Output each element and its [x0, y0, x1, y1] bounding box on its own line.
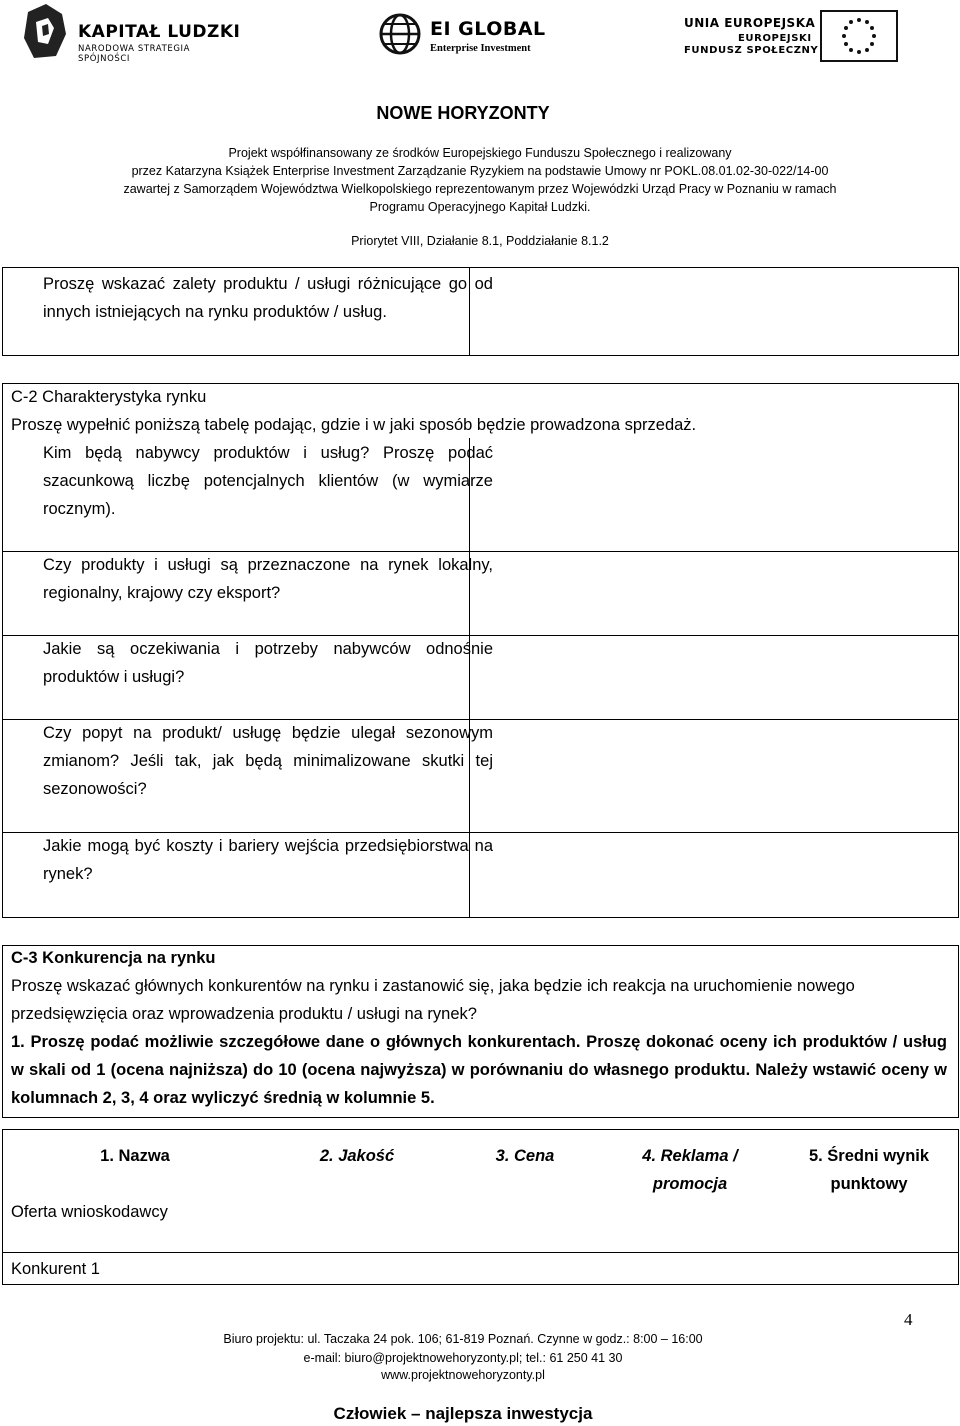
col-header-price: 3. Cena [495, 1147, 555, 1165]
row-label-applicant: Oferta wnioskodawcy [11, 1203, 168, 1221]
c2-question-5 [11, 832, 493, 888]
c2-title: C-2 Charakterystyka rynku [11, 388, 207, 406]
header-line-3: zawartej z Samorządem Województwa Wielkopolskiego reprezentowanym przez Wojewódzki Urząd Pracy w Poznaniu w ramach [123, 182, 837, 196]
header-line-2: przez Katarzyna Książek Enterprise Investment Zarządzanie Ryzykiem na podstawie Umowy nr POKL.08.01.02-30-022/14-00 [131, 164, 829, 178]
section-top-question [11, 270, 493, 326]
eu-flag-icon [820, 10, 898, 62]
c3-intro: Proszę wskazać głównych konkurentów na rynku i zastanowić się, jaka będzie ich reakcja na uruchomienie nowego przedsięwzięcia oraz wprowadzenia produktu / usługi na rynek? [11, 977, 855, 1023]
header-line-1: Projekt współfinansowany ze środków Europejskiego Funduszu Społecznego i realizowany [228, 146, 732, 160]
col-header-quality: 2. Jakość [319, 1147, 395, 1165]
c2-q5-text: Jakie mogą być koszty i bariery wejścia przedsiębiorstwa na rynek? [43, 837, 493, 883]
page-number: 4 [904, 1310, 913, 1329]
section-top-num [11, 270, 43, 298]
footer-line-3: www.projektnowehoryzonty.pl [381, 1368, 545, 1382]
logo-unia-europejska [684, 14, 944, 64]
eu-line1: UNIA EUROPEJSKA [684, 16, 816, 30]
header-line-4: Programu Operacyjnego Kapitał Ludzki. [369, 200, 591, 214]
c3-instruction: 1. Proszę podać możliwie szczegółowe dane o głównych konkurentach. Proszę dokonać oceny ich produktów / usług w skali od 1 (ocena najniższa) do 10 (ocena najwyższa) w porównaniu do własnego produktu. Należy wstawić oceny w kolumnach 2, 3, 4 oraz wyliczyć średnią w kolumnie 5. [11, 1033, 947, 1107]
eu-line3: FUNDUSZ SPOŁECZNY [684, 45, 819, 56]
logo-ei-global [378, 10, 558, 60]
globe-icon [378, 12, 422, 56]
eu-line2: EUROPEJSKI [738, 33, 812, 44]
kapital-ludzki-subtitle: NARODOWA STRATEGIA SPÓJNOŚCI [78, 44, 191, 64]
kapital-ludzki-title: KAPITAŁ LUDZKI [78, 22, 241, 42]
col-header-name: 1. Nazwa [100, 1147, 170, 1165]
c2-q4-num [11, 719, 43, 747]
logo-kapital-ludzki [22, 4, 242, 64]
footer-line-2: e-mail: biuro@projektnowehoryzonty.pl; tel.: 61 250 41 30 [303, 1351, 623, 1365]
c2-question-4 [11, 719, 493, 803]
c2-q3-num [11, 635, 43, 663]
c2-question-1 [11, 439, 493, 523]
table-row-line-1 [2, 1252, 959, 1253]
c2-question-2 [11, 551, 493, 607]
ei-global-title: EI GLOBAL [430, 18, 546, 40]
c2-q4-text: Czy popyt na produkt/ usługę będzie ulegał sezonowym zmianom? Jeśli tak, jak będą minimalizowane skutki tej sezonowości? [43, 724, 493, 798]
c2-q1-num [11, 439, 43, 467]
footer-slogan: Człowiek – najlepsza inwestycja [333, 1404, 593, 1423]
c2-q2-text: Czy produkty i usługi są przeznaczone na rynek lokalny, regionalny, krajowy czy eksport? [43, 556, 493, 602]
row-label-competitor-1: Konkurent 1 [11, 1260, 100, 1278]
c2-question-3 [11, 635, 493, 691]
c3-title: C-3 Konkurencja na rynku [11, 949, 216, 967]
header-line-5: Priorytet VIII, Działanie 8.1, Poddziałanie 8.1.2 [351, 234, 609, 248]
c2-q5-num [11, 832, 43, 860]
col-header-advertising: 4. Reklama / promocja [642, 1147, 738, 1193]
c2-q3-text: Jakie są oczekiwania i potrzeby nabywców odnośnie produktów i usługi? [43, 640, 493, 686]
kapital-ludzki-emblem-icon [22, 4, 68, 60]
footer-line-1: Biuro projektu: ul. Taczaka 24 pok. 106; 61-819 Poznań. Czynne w godz.: 8:00 – 16:00 [223, 1332, 703, 1346]
c2-q2-num [11, 551, 43, 579]
section-top-text: Proszę wskazać zalety produktu / usługi różnicujące go od innych istniejących na rynku produktów / usług. [43, 275, 493, 321]
ei-global-subtitle: Enterprise Investment [430, 43, 531, 54]
project-title: NOWE HORYZONTY [376, 103, 550, 123]
col-header-average: 5. Średni wynik punktowy [808, 1147, 930, 1193]
c2-intro: Proszę wypełnić poniższą tabelę podając, gdzie i w jaki sposób będzie prowadzona sprzedaż. [11, 416, 697, 434]
c2-q1-text: Kim będą nabywcy produktów i usług? Proszę podać szacunkową liczbę potencjalnych klientów (w wymiarze rocznym). [43, 444, 493, 518]
